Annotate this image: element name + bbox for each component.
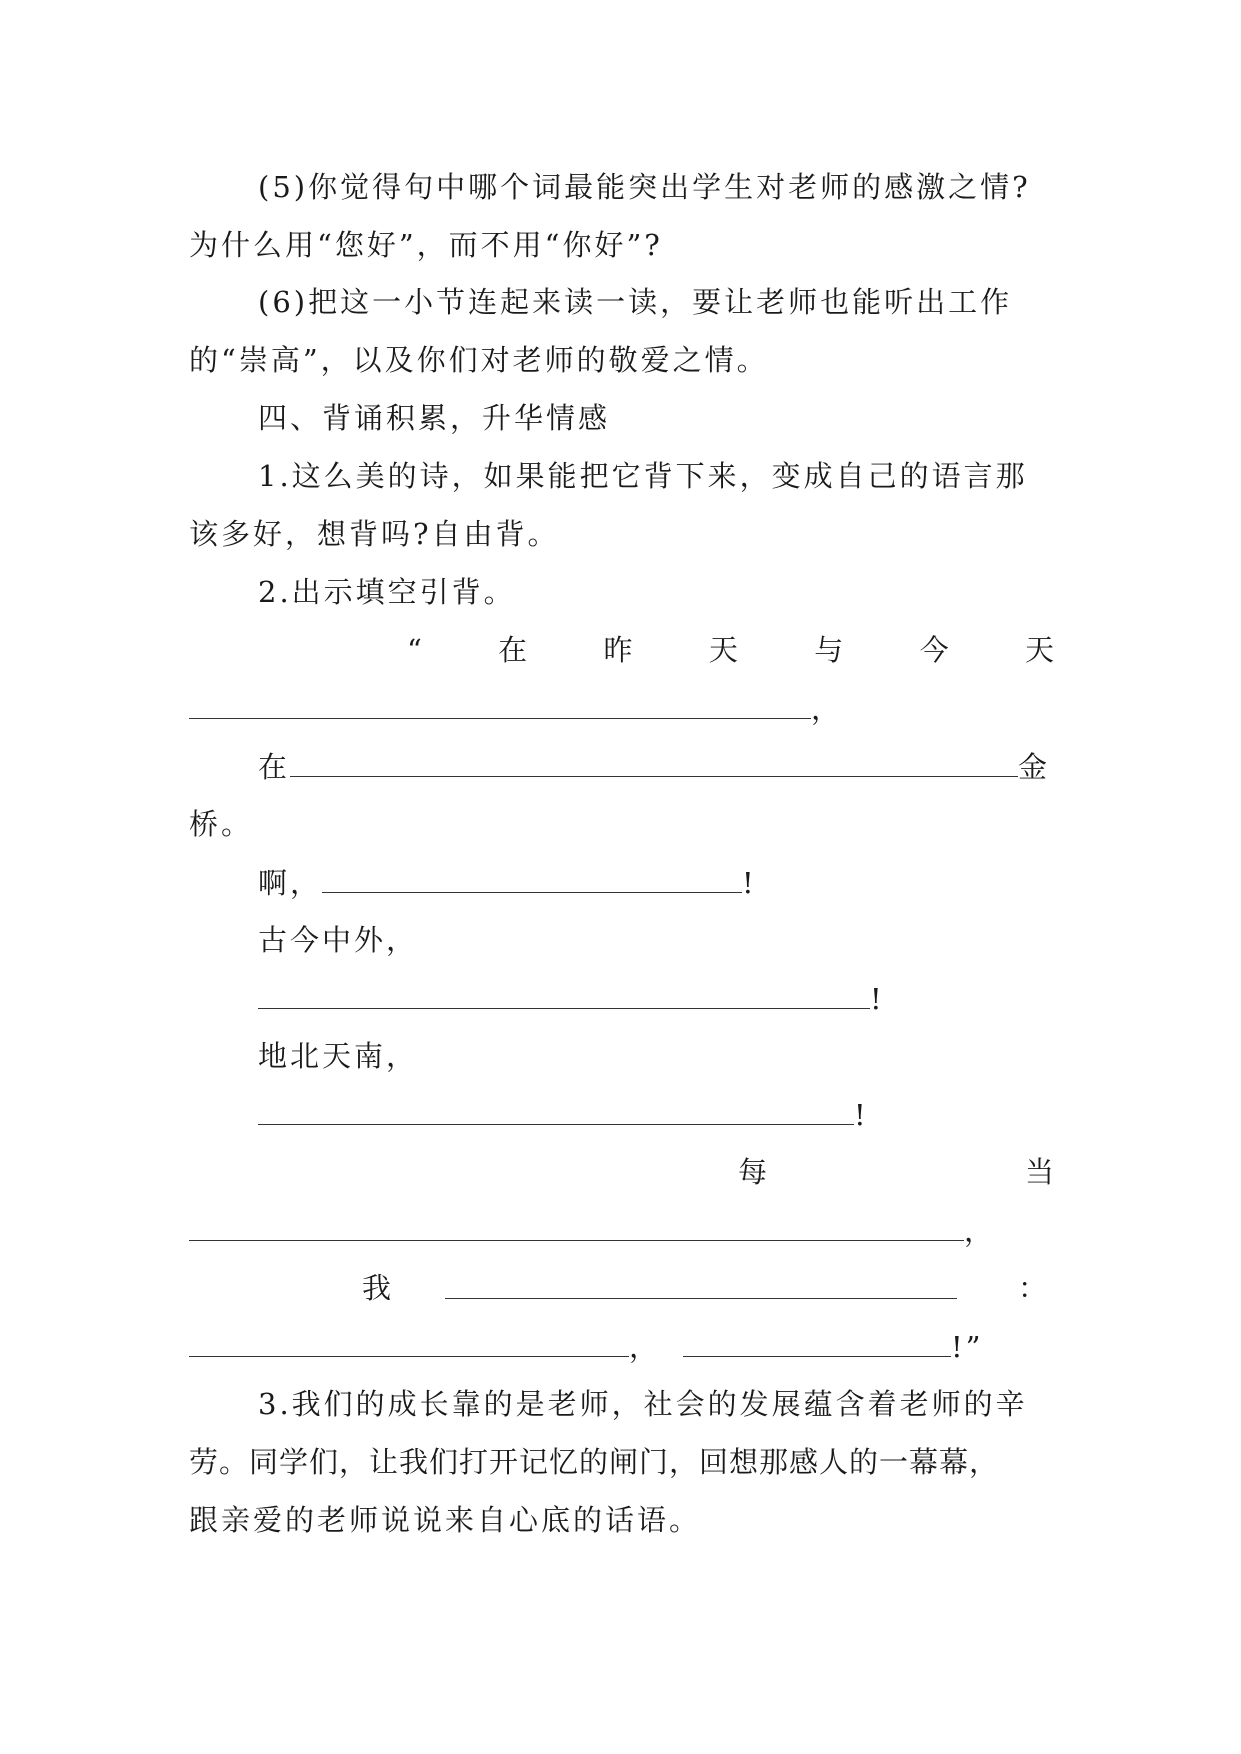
fill-blank-line-9-start: 我 bbox=[362, 1271, 395, 1305]
spread-char: 今 bbox=[919, 633, 949, 667]
spread-char: 天 bbox=[708, 633, 738, 667]
punctuation: ! bbox=[854, 1098, 869, 1132]
fill-blank-line-9-end: ： bbox=[1018, 1271, 1051, 1305]
line-start-text: 啊， bbox=[258, 866, 323, 900]
spread-char: 在 bbox=[498, 633, 528, 667]
punctuation: !” bbox=[951, 1330, 984, 1364]
section-4-heading: 四、背诵积累，升华情感 bbox=[258, 401, 611, 435]
fill-blank-line-5 bbox=[258, 978, 1054, 1018]
answer-blank[interactable] bbox=[258, 978, 870, 1009]
spread-char: 每 bbox=[738, 1155, 768, 1189]
punctuation: ， bbox=[964, 1214, 997, 1248]
spread-char: 与 bbox=[814, 633, 844, 667]
fill-blank-line-9-blank bbox=[445, 1268, 965, 1308]
item-3-line-3: 跟亲爱的老师说说来自心底的话语。 bbox=[189, 1503, 702, 1537]
item-3-line-1: 3.我们的成长靠的是老师，社会的发展蕴含着老师的辛 bbox=[258, 1387, 1028, 1421]
fill-blank-line-1 bbox=[189, 688, 1054, 728]
question-5-line-1: (5)你觉得句中哪个词最能突出学生对老师的感激之情? bbox=[258, 170, 1031, 204]
fill-blank-line-6: 地北天南， bbox=[258, 1039, 419, 1073]
fill-blank-line-3 bbox=[258, 862, 1054, 902]
fill-blank-line-4: 古今中外， bbox=[258, 923, 419, 957]
question-6-line-1: (6)把这一小节连起来读一读，要让老师也能听出工作 bbox=[258, 285, 1013, 319]
answer-blank[interactable] bbox=[258, 1094, 854, 1125]
question-5-line-2: 为什么用“您好”，而不用“你好”? bbox=[189, 228, 663, 262]
answer-blank[interactable] bbox=[290, 746, 1018, 777]
item-2-line: 2.出示填空引背。 bbox=[258, 575, 516, 609]
answer-blank[interactable] bbox=[445, 1268, 957, 1299]
item-1-line-1: 1.这么美的诗，如果能把它背下来，变成自己的语言那 bbox=[258, 459, 1028, 493]
fill-blank-line-8 bbox=[189, 1210, 1054, 1250]
line-end-text: 金 bbox=[1018, 750, 1051, 784]
fill-blank-spread-line-1 bbox=[407, 630, 1054, 670]
spread-char: 天 bbox=[1024, 633, 1054, 667]
fill-blank-line-2 bbox=[258, 746, 1054, 786]
punctuation: ! bbox=[742, 866, 757, 900]
item-1-line-2: 该多好，想背吗?自由背。 bbox=[189, 517, 560, 551]
fill-blank-line-2-cont: 桥。 bbox=[189, 807, 254, 841]
punctuation: ， bbox=[811, 692, 844, 726]
spread-char: “ bbox=[407, 633, 422, 667]
punctuation: ， bbox=[629, 1330, 662, 1364]
answer-blank[interactable] bbox=[189, 688, 811, 719]
fill-blank-line-7 bbox=[258, 1094, 1054, 1134]
item-3-line-2: 劳。同学们，让我们打开记忆的闸门，回想那感人的一幕幕， bbox=[189, 1445, 1000, 1479]
fill-blank-spread-line-2 bbox=[738, 1152, 1054, 1192]
line-start-text: 在 bbox=[258, 750, 291, 784]
answer-blank[interactable] bbox=[189, 1210, 964, 1241]
punctuation: ! bbox=[870, 982, 885, 1016]
answer-blank[interactable] bbox=[683, 1326, 951, 1357]
spread-char: 当 bbox=[1024, 1155, 1054, 1189]
spread-char: 昨 bbox=[603, 633, 633, 667]
answer-blank[interactable] bbox=[322, 862, 742, 893]
question-6-line-2: 的“崇高”，以及你们对老师的敬爱之情。 bbox=[189, 343, 769, 377]
fill-blank-line-10 bbox=[189, 1326, 1054, 1366]
answer-blank[interactable] bbox=[189, 1326, 629, 1357]
